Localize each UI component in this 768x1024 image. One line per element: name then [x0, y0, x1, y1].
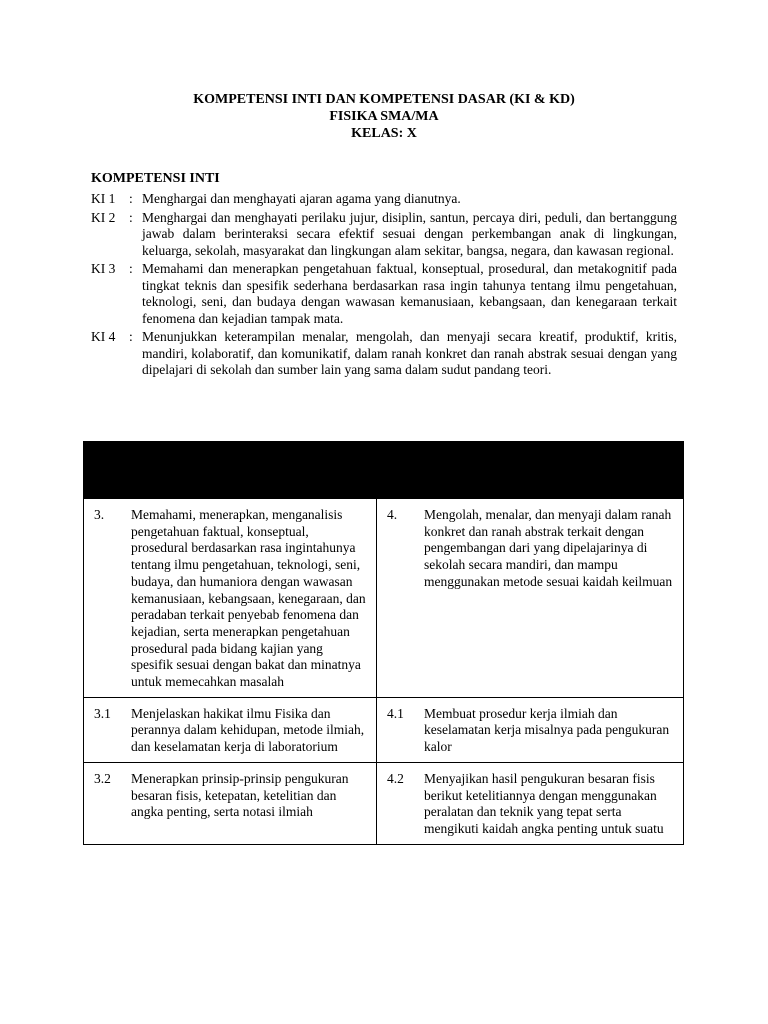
ki-text: Memahami dan menerapkan pengetahuan faktual, konseptual, prosedural, dan metakognitif pada tingkat teknis dan spesifik sederhana berdasarkan rasa ingin tahunya tentang ilmu pengetahuan, teknologi, seni, dan budaya dengan wawasan kemanusiaan, kebangsaan, dan kenegaraan terkait fenomena dan kejadian tampak mata.: [142, 261, 677, 326]
ki-label: KI 2: [91, 209, 116, 225]
table-row: [84, 697, 684, 762]
kd-number: 3.: [94, 507, 105, 522]
ki-label: KI 1: [91, 191, 116, 206]
ki-list: [91, 191, 677, 381]
ki-colon: :: [129, 209, 133, 225]
ki-item: [91, 210, 677, 260]
table-cell-kd3: [84, 762, 377, 844]
ki-colon: :: [129, 191, 133, 206]
kd-number: 4.: [387, 507, 398, 522]
section-heading-kompetensi-inti: KOMPETENSI INTI: [91, 171, 220, 186]
ki-item: [91, 191, 677, 208]
table-header-black: [84, 442, 684, 499]
kd-number: 4.2: [387, 770, 404, 786]
document-title: [0, 91, 768, 142]
ki-colon: :: [129, 329, 133, 344]
title-line-class: KELAS: X: [351, 126, 417, 141]
kd-text: Menjelaskan hakikat ilmu Fisika dan perannya dalam kehidupan, metode ilmiah, dan keselamatan kerja di laboratorium: [131, 705, 365, 755]
table-cell-kd3: [84, 697, 377, 762]
kd-text: Membuat prosedur kerja ilmiah dan keselamatan kerja misalnya pada pengukuran kalor: [424, 705, 670, 755]
ki-colon: :: [129, 261, 133, 276]
table-cell-kd4: [377, 697, 684, 762]
ki-text: Menunjukkan keterampilan menalar, mengolah, dan menyaji secara kreatif, produktif, kritis, mandiri, kolaboratif, dan komunikatif, dalam ranah konkret dan ranah abstrak sesuai dengan yang dipelajari di sekolah dan sumber lain yang sama dalam sudut pandang teori.: [142, 329, 677, 377]
table-row: [84, 762, 684, 844]
table-row: [84, 499, 684, 698]
ki-text: Menghargai dan menghayati perilaku jujur, disiplin, santun, percaya diri, peduli, dan bertanggung jawab dalam berinteraksi secara efektif sesuai dengan perkembangan anak di lingkungan, keluarga, sekolah, masyarakat dan lingkungan alam sekitar, bangsa, negara, dan kawasan regional.: [142, 209, 677, 258]
kd-table: [83, 441, 684, 845]
kd-text: Memahami, menerapkan, menganalisis pengetahuan faktual, konseptual, prosedural berdasarkan rasa ingintahunya tentang ilmu pengetahuan, teknologi, seni, budaya, dan humaniora dengan wawasan kemanusiaan, kebangsaan, kenegaraan, dan peradaban terkait penyebab fenomena dan kejadian, serta menerapkan pengetahuan prosedural pada bidang kajian yang spesifik sesuai dengan bakat dan minatnya untuk memecahkan masalah: [131, 507, 366, 690]
ki-text: Menghargai dan menghayati ajaran agama yang dianutnya.: [142, 191, 461, 206]
ki-label: KI 3: [91, 261, 116, 276]
ki-label: KI 4: [91, 329, 116, 344]
kd-number: 3.1: [94, 705, 111, 721]
table-header-cell: [84, 442, 684, 499]
table-cell-kd3: [84, 499, 377, 698]
title-line-subject: FISIKA SMA/MA: [329, 109, 439, 124]
ki-item: [91, 329, 677, 379]
kd-text: Menerapkan prinsip-prinsip pengukuran besaran fisis, ketepatan, ketelitian dan angka penting, serta notasi ilmiah: [131, 770, 349, 820]
table-cell-kd4: [377, 762, 684, 844]
kd-number: 3.2: [94, 770, 111, 786]
table-cell-kd4: [377, 499, 684, 698]
kd-number: 4.1: [387, 705, 404, 721]
kd-text: Mengolah, menalar, dan menyaji dalam ranah konkret dan ranah abstrak terkait dengan pengembangan dari yang dipelajarinya di sekolah secara mandiri, dan mampu menggunakan metode sesuai kaidah keilmuan: [424, 507, 673, 589]
ki-item: [91, 261, 677, 327]
kd-text: Menyajikan hasil pengukuran besaran fisis berikut ketelitiannya dengan menggunakan peralatan dan teknik yang tepat serta mengikuti kaidah angka penting untuk suatu: [424, 770, 664, 836]
title-line-main: KOMPETENSI INTI DAN KOMPETENSI DASAR (KI & KD): [193, 92, 575, 107]
